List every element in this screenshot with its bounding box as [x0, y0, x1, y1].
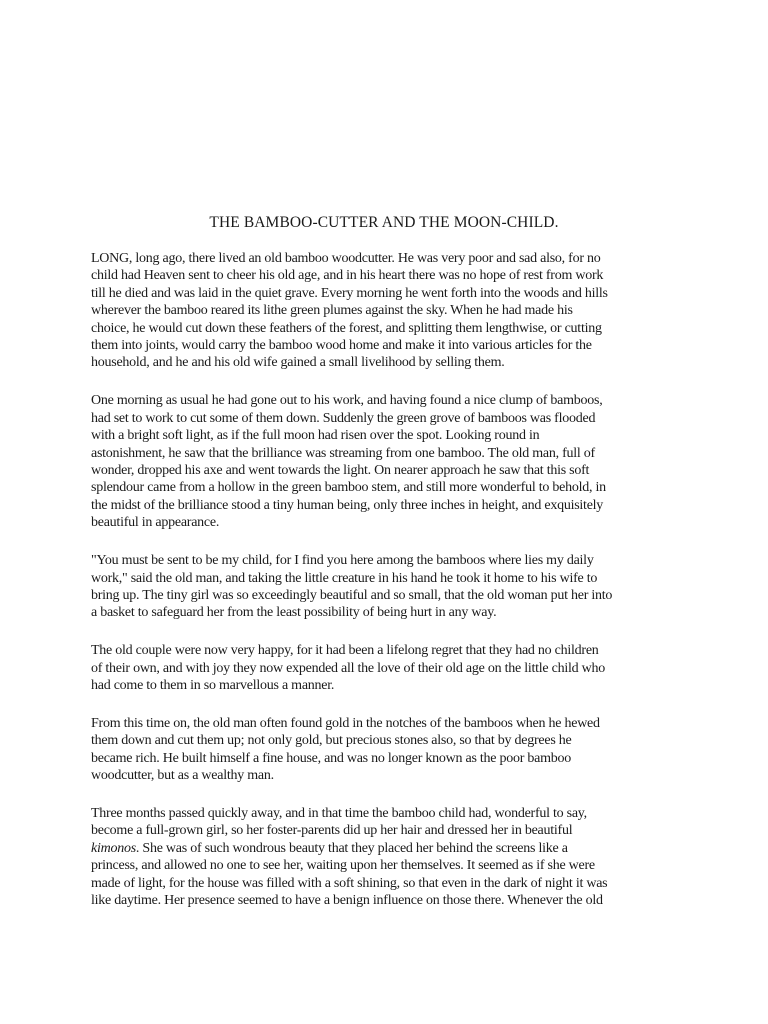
text-line: of their own, and with joy they now expended all the love of their old age on the little child who [91, 660, 605, 676]
story-body [91, 250, 691, 930]
text-line: made of light, for the house was filled with a soft shining, so that even in the dark of night it was [91, 875, 608, 891]
text-line: woodcutter, but as a wealthy man. [91, 768, 274, 784]
text-line: household, and he and his old wife gained a small livelihood by selling them. [91, 355, 505, 371]
text-line: From this time on, the old man often found gold in the notches of the bamboos when he hewed [91, 715, 600, 731]
text-line: like daytime. Her presence seemed to have a benign influence on those there. Whenever the old [91, 893, 603, 909]
text-line: One morning as usual he had gone out to his work, and having found a nice clump of bamboos, [91, 393, 603, 409]
text-line: till he died and was laid in the quiet grave. Every morning he went forth into the woods and hills [91, 285, 608, 301]
text-line: splendour came from a hollow in the green bamboo stem, and still more wonderful to behold, in [91, 480, 606, 496]
text-line: LONG, long ago, there lived an old bamboo woodcutter. He was very poor and sad also, for no [91, 251, 601, 266]
text-line: them down and cut them up; not only gold, but precious stones also, so that by degrees he [91, 733, 572, 749]
text-line [91, 840, 691, 857]
text-line: become a full-grown girl, so her foster-parents did up her hair and dressed her in beautiful [91, 823, 573, 839]
text-line: Three months passed quickly away, and in that time the bamboo child had, wonderful to say, [91, 806, 587, 822]
paragraph-2 [91, 392, 691, 531]
text-line: bring up. The tiny girl was so exceedingly beautiful and so small, that the old woman put her into [91, 587, 613, 603]
paragraph-4 [91, 642, 691, 694]
text-line: had set to work to cut some of them down. Suddenly the green grove of bamboos was flooded [91, 410, 596, 426]
story-title: THE BAMBOO-CUTTER AND THE MOON-CHILD. [209, 214, 559, 231]
text-line: became rich. He built himself a fine house, and was no longer known as the poor bamboo [91, 750, 572, 766]
text-line: a basket to safeguard her from the least possibility of being hurt in any way. [91, 605, 497, 621]
text-line: wherever the bamboo reared its lithe green plumes against the sky. When he had made his [91, 303, 573, 319]
line-rest: . She was of such wondrous beauty that they placed her behind the screens like a [135, 840, 568, 856]
text-line: had come to them in so marvellous a manner. [91, 678, 335, 694]
text-line: "You must be sent to be my child, for I find you here among the bamboos where lies my daily [91, 553, 594, 569]
text-line: work," said the old man, and taking the little creature in his hand he took it home to his wife to [91, 570, 598, 586]
text-line: them into joints, would carry the bamboo wood home and make it into various articles for the [91, 338, 592, 354]
paragraph-1 [91, 250, 691, 372]
text-line: the midst of the brilliance stood a tiny human being, only three inches in height, and exquisitely [91, 497, 604, 513]
text-line: astonishment, he saw that the brilliance was streaming from one bamboo. The old man, full of [91, 445, 595, 461]
paragraph-3 [91, 552, 691, 622]
paragraph-6 [91, 805, 691, 909]
text-line: princess, and allowed no one to see her, waiting upon her themselves. It seemed as if she were [91, 858, 595, 874]
text-line: wonder, dropped his axe and went towards the light. On nearer approach he saw that this soft [91, 462, 590, 478]
text-line: The old couple were now very happy, for it had been a lifelong regret that they had no children [91, 643, 599, 659]
text-line: with a bright soft light, as if the full moon had risen over the spot. Looking round in [91, 428, 540, 444]
text-line: choice, he would cut down these feathers of the forest, and splitting them lengthwise, or cutting [91, 320, 602, 336]
italic-word: kimonos [91, 840, 136, 856]
text-line: child had Heaven sent to cheer his old age, and in his heart there was no hope of rest from work [91, 268, 604, 284]
paragraph-5 [91, 715, 691, 785]
text-line: beautiful in appearance. [91, 515, 220, 531]
